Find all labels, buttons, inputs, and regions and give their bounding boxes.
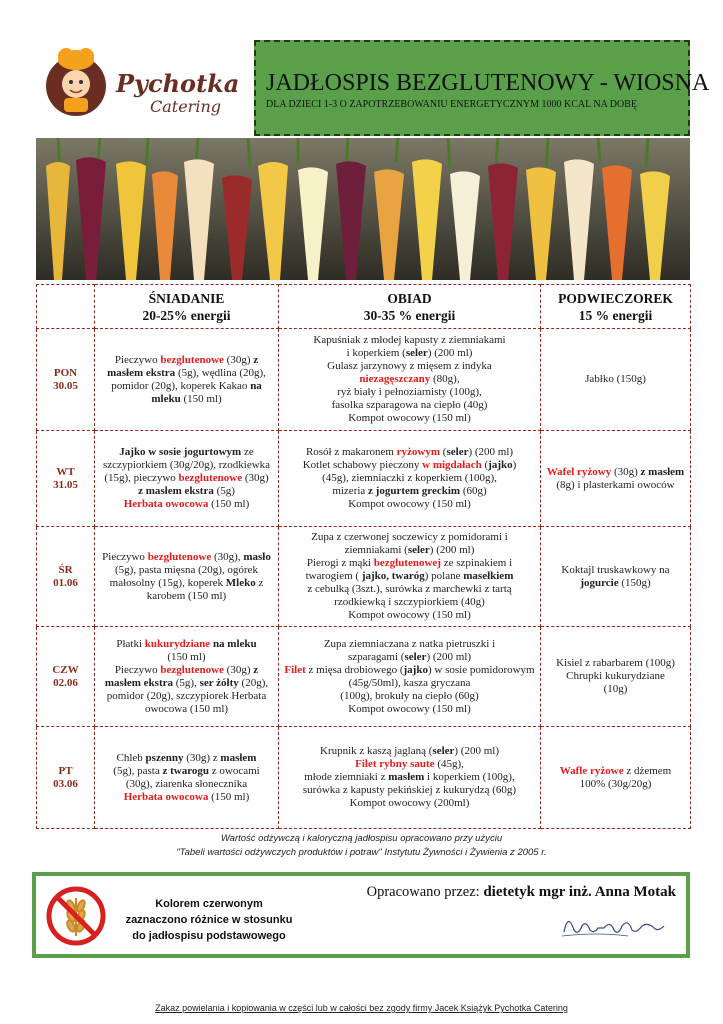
breakfast-cell: Pieczywo bezglutenowe (30g) z masłem ekstra (5g), wędlina (20g), pomidor (20g), koperek Kakao na mleku (150 ml) bbox=[95, 329, 279, 431]
breakfast-cell: Płatki kukurydziane na mleku (150 ml) Pieczywo bezglutenowe (30g) z masłem ekstra (5g), ser żółty (20g), pomidor (20g), szczypiorek Herbata owocowa (150 ml) bbox=[95, 627, 279, 727]
prepared-by: Opracowano przez: dietetyk mgr inż. Anna Motak bbox=[366, 884, 676, 900]
snack-cell: Jabłko (150g) bbox=[541, 329, 691, 431]
snack-cell: Koktajl truskawkowy na jogurcie (150g) bbox=[541, 527, 691, 627]
breakfast-cell: Chleb pszenny (30g) z masłem (5g), pasta z twarogu z owocami (30g), ziarenka słonecznika Herbata owocowa (150 ml) bbox=[95, 727, 279, 829]
lunch-cell: Kapuśniak z młodej kapusty z ziemniakami i koperkiem (seler) (200 ml) Gulasz jarzynowy z mięsem z indyka niezagęszczany (80g), ryż biały i pełnoziarnisty (100g), fasolka szparagowa na ciepło (40g) Kompot owocowy (150 ml) bbox=[279, 329, 541, 431]
breakfast-cell: Pieczywo bezglutenowe (30g), masło (5g), pasta mięsna (20g), ogórek małosolny (15g), koperek Mleko z karobem (150 ml) bbox=[95, 527, 279, 627]
table-row bbox=[37, 727, 691, 829]
table-row bbox=[37, 431, 691, 527]
table-row bbox=[37, 627, 691, 727]
signature bbox=[558, 906, 668, 942]
table-row bbox=[37, 329, 691, 431]
nutrition-note: Wartość odżywczą i kaloryczną jadłospisu opracowano przy użyciu "Tabeli wartości odżywczych produktów i potraw" Instytutu Żywności i Żywienia z 2005 r. bbox=[176, 833, 547, 858]
red-color-legend: Kolorem czerwonym zaznaczono różnice w stosunku do jadłospisu podstawowego bbox=[125, 898, 293, 942]
day-cell: ŚR 01.06 bbox=[37, 527, 95, 627]
header-snack: PODWIECZOREK 15 % energii bbox=[541, 285, 691, 329]
lunch-cell: Zupa z czerwonej soczewicy z pomidorami i ziemniakami (seler) (200 ml) Pierogi z mąki bezglutenowej ze szpinakiem i twarogiem ( jajko, twaróg) polane masełkiem z cebulką (3szt.), surówka z marchewki z tartą rzodkiewką i szczypiorkiem (40g) Kompot owocowy (150 ml) bbox=[279, 527, 541, 627]
carrots-photo bbox=[36, 138, 690, 280]
title-box bbox=[254, 40, 710, 136]
lunch-cell: Zupa ziemniaczana z natka pietruszki i szparagami (seler) (200 ml) Filet z mięsa drobiowego (jajko) w sosie pomidorowym (45g/50ml), kasza gryczana (100g), brokuły na ciepło (60g) Kompot owocowy (150 ml) bbox=[279, 627, 541, 727]
snack-cell: Kisiel z rabarbarem (100g) Chrupki kukurydziane (10g) bbox=[541, 627, 691, 727]
day-cell: WT 31.05 bbox=[37, 431, 95, 527]
day-cell: PT 03.06 bbox=[37, 727, 95, 829]
lunch-cell: Rosół z makaronem ryżowym (seler) (200 ml) Kotlet schabowy pieczony w migdałach (jajko) (45g), ziemniaczki z koperkiem (100g), mizeria z jogurtem greckim (60g) Kompot owocowy (150 ml) bbox=[279, 431, 541, 527]
page-title: JADŁOSPIS BEZGLUTENOWY - WIOSNA bbox=[266, 70, 710, 96]
menu-table bbox=[36, 284, 691, 829]
table-header-row bbox=[37, 285, 691, 329]
snack-cell: Wafle ryżowe z dżemem 100% (30g/20g) bbox=[541, 727, 691, 829]
svg-text:Catering: Catering bbox=[150, 97, 221, 116]
header-breakfast: ŚNIADANIE 20-25% energii bbox=[95, 285, 279, 329]
no-gluten-icon bbox=[46, 886, 106, 946]
svg-text:Pychotka: Pychotka bbox=[116, 69, 240, 98]
pychotka-logo bbox=[40, 46, 240, 122]
breakfast-cell: Jajko w sosie jogurtowym ze szczypiorkiem (30g/20g), rzodkiewka (15g), pieczywo bezglutenowe (30g) z masłem ekstra (5g) Herbata owocowa (150 ml) bbox=[95, 431, 279, 527]
page-subtitle: DLA DZIECI 1-3 O ZAPOTRZEBOWANIU ENERGETYCZNYM 1000 KCAL NA DOBĘ bbox=[266, 99, 637, 110]
footer-copyright: Zakaz powielania i kopiowania w części lub w całości bez zgody firmy Jacek Książyk Pychotka Catering bbox=[155, 1003, 568, 1013]
lunch-cell: Krupnik z kaszą jaglaną (seler) (200 ml) Filet rybny saute (45g), młode ziemniaki z masłem i koperkiem (100g), surówka z kapusty pekińskiej z kukurydzą (60g) Kompot owocowy (200ml) bbox=[279, 727, 541, 829]
header-empty bbox=[37, 285, 95, 329]
table-row bbox=[37, 527, 691, 627]
snack-cell: Wafel ryżowy (30g) z masłem (8g) i plasterkami owoców bbox=[541, 431, 691, 527]
legend-box bbox=[32, 872, 690, 958]
day-cell: PON 30.05 bbox=[37, 329, 95, 431]
header-lunch: OBIAD 30-35 % energii bbox=[279, 285, 541, 329]
day-cell: CZW 02.06 bbox=[37, 627, 95, 727]
